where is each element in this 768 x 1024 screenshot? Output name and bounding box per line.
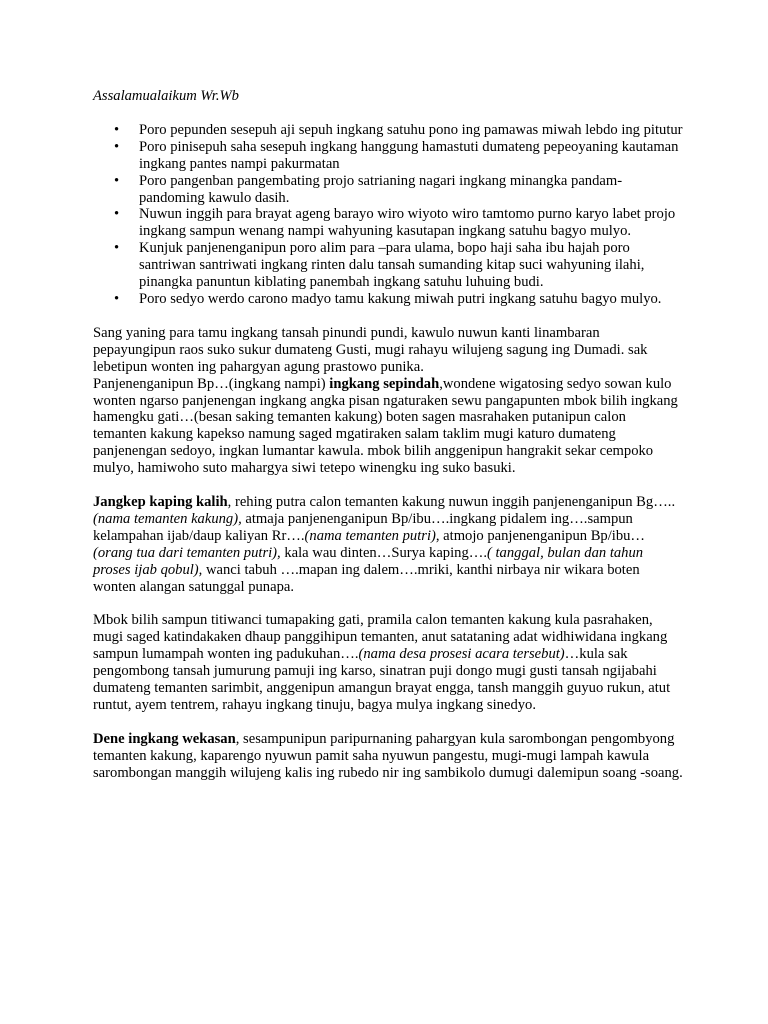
paragraph-handover xyxy=(93,612,683,713)
text-run: kala wau dinten…Surya kaping…. xyxy=(280,544,487,561)
list-item: • Kunjuk panjenenganipun poro alim para –para ulama, bopo haji saha ibu hajah poro santriwan santriwati ingkang rinten dalu tansah sumanding kitap suci wahyuning ilahi, pinangka panuntun kiblating panembah ingkang satuhu luhuing budi. xyxy=(93,240,683,291)
paragraph-closing xyxy=(93,731,683,782)
salutation-list xyxy=(93,122,683,308)
text-run: , rehing putra calon temanten kakung nuwun inggih panjenenganipun Bg….. xyxy=(227,494,676,511)
bold-phrase: Dene ingkang wekasan xyxy=(93,730,236,747)
text-run: …kula sak pengombong tansah jumurung pamuji ing karso, sinatran puji dongo mugi gusti tansah ngijabahi dumateng temanten sarimbit, anggenipun amangun brayat engga, tansh manggih guyuo rukun, atut runtut, ayem tentrem, rahayu ingkang tinuju, bagya mulya ingkang sinedyo. xyxy=(93,646,671,713)
text-run: , atmojo panjenenganipun Bp/ibu… xyxy=(435,527,646,544)
text-run: Mbok bilih sampun titiwanci tumapaking gati, pramila calon temanten kakung kula pasrahaken, mugi saged katindakaken dhaup panggihipun temanten, anut satataning adat widhiwidana ingkang sampun lumampah wonten ing padukuhan…. xyxy=(93,612,668,663)
text-run: ,wondene wigatosing sedyo sowan kulo wonten ngarso panjenengan ingkang angka pisan ngaturaken sewu pangapunten mbok bilih ingkang hamengku gati…(besan saking temanten kakung) boten sagen masrahaken putanipun calon temanten kakung kapekso namung saged mgatiraken salam taklim mugi katuro dumateng panjenengan sedoyo, ingkan lumantar kawula. mbok bilih anggenipun hangrakit sekar cempoko mulyo, hamiwoho suto mahargya siwi tetepo winengku ing suko basuki. xyxy=(93,375,678,477)
greeting: Assalamualaikum Wr.Wb xyxy=(93,88,239,104)
list-item: • Poro pepunden sesepuh aji sepuh ingkang satuhu pono ing pamawas miwah lebdo ing pitutur xyxy=(93,122,683,139)
list-item: • Poro sedyo werdo carono madyo tamu kakung miwah putri ingkang satuhu bagyo mulyo. xyxy=(93,291,683,308)
italic-note: ( tanggal, bulan dan tahun proses ijab qobul), xyxy=(93,544,644,578)
paragraph-opening: Sang yaning para tamu ingkang tansah pinundi pundi, kawulo nuwun kanti linambaran pepayungipun raos suko sukur dumateng Gusti, mugi rahayu wilujeng sagung ing Dumadi. sak lebetipun wonten ing pahargyan agung prastowo punika. xyxy=(93,324,648,375)
italic-note: (orang tua dari temanten putri), xyxy=(93,544,281,561)
paragraph-first-purpose xyxy=(93,376,683,477)
list-item: • Poro pinisepuh saha sesepuh ingkang hanggung hamastuti dumateng pepeoyaning kautaman ingkang pantes nampi pakurmatan xyxy=(93,139,683,173)
italic-note: (nama temanten putri) xyxy=(304,527,436,544)
document-body xyxy=(93,88,683,799)
bold-phrase: Jangkep kaping kalih xyxy=(93,494,228,511)
paragraph-second-purpose xyxy=(93,494,683,595)
text-run: wanci tabuh ….mapan ing dalem….mriki, kanthi nirbaya nir wikara boten wonten alangan satunggal punapa. xyxy=(93,561,640,595)
list-item: • Nuwun inggih para brayat ageng barayo wiro wiyoto wiro tamtomo purno karyo labet projo ingkang sampun wenang nampi wahyuning kasutapan ingkang satuhu bagyo mulyo. xyxy=(93,206,683,240)
list-item: • Poro pangenban pangembating projo satrianing nagari ingkang minangka pandam-pandoming kawulo dasih. xyxy=(93,173,683,207)
italic-note: (nama temanten kakung), xyxy=(93,510,242,527)
text-run: , sesampunipun paripurnaning pahargyan kula sarombongan pengombyong temanten kakung, kaparengo nyuwun pamit saha nyuwun pangestu, mugi-mugi lampah kawula sarombongan manggih wilujeng kalis ing rubedo nir ing sambikolo dumugi dalemipun soang -soang. xyxy=(93,730,683,781)
italic-note: (nama desa prosesi acara tersebut) xyxy=(358,646,565,663)
bold-phrase: ingkang sepindah xyxy=(329,375,440,392)
text-run: atmaja panjenenganipun Bp/ibu….ingkang pidalem ing….sampun kelampahan ijab/daup kaliyan Rr…. xyxy=(93,510,633,544)
text-run: Panjenenganipun Bp…(ingkang nampi) xyxy=(93,375,330,392)
